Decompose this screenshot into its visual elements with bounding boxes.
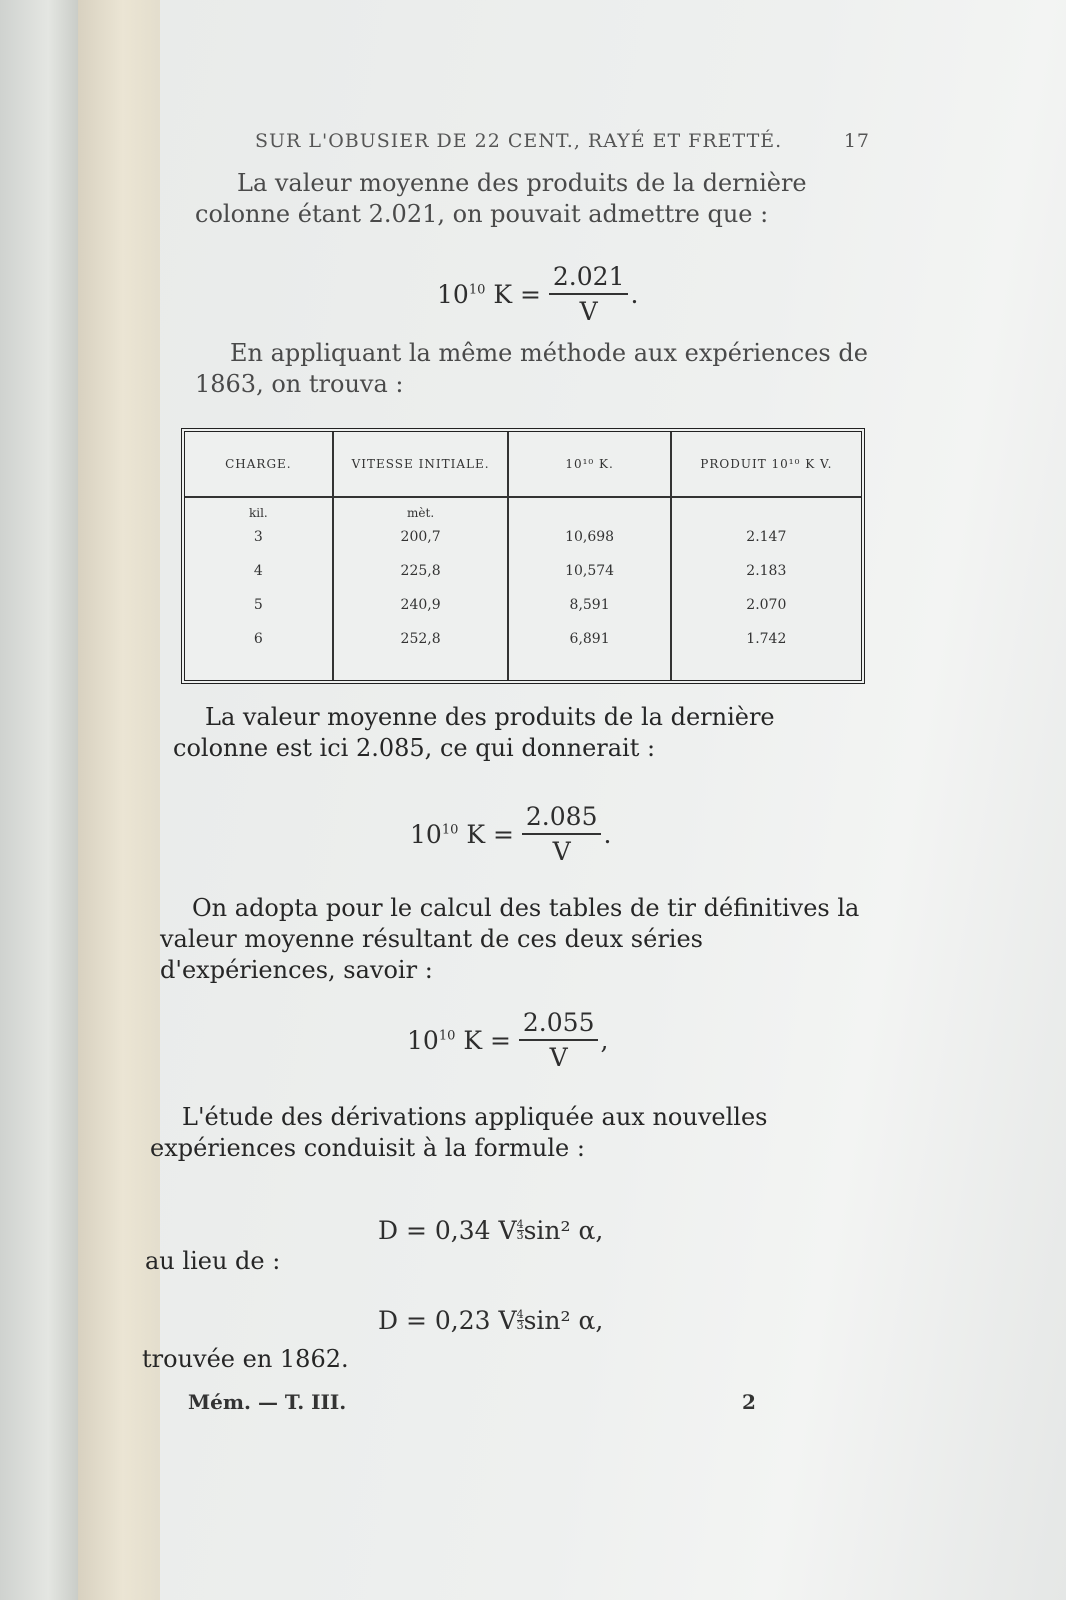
paragraph-4: On adopta pour le calcul des tables de tir définitives la valeur moyenne résultant de ces deux séries d'expériences, savoir : (160, 894, 860, 984)
col-header-charge: CHARGE. (185, 432, 334, 498)
paragraph-5: L'étude des dérivations appliquée aux nouvelles expériences conduisit à la formule : (150, 1103, 768, 1162)
footer-signature: 2 (742, 1390, 756, 1414)
formula-4: D = 0,34 V $\frac{4}{3}$ sin² α, (378, 1216, 604, 1245)
table-cell: 10,698 10,574 8,591 6,891 (509, 498, 671, 680)
formula-5: D = 0,23 V $\frac{4}{3}$ sin² α, (378, 1306, 604, 1335)
col-header-k: 10¹⁰ K. (509, 432, 671, 498)
paragraph-2: En appliquant la même méthode aux expériences de 1863, on trouva : (195, 339, 868, 398)
header-title: SUR L'OBUSIER DE 22 CENT., RAYÉ ET FRETTÉ. (255, 130, 783, 152)
paragraph-1: La valeur moyenne des produits de la dernière colonne étant 2.021, on pouvait admettre que : (195, 169, 807, 228)
page-number: 17 (843, 130, 870, 152)
footer-volume: Mém. — T. III. (188, 1390, 347, 1414)
formula-1: $10^{10}$ K = $\frac{2.021}{V}$ . (437, 262, 639, 326)
results-table (181, 428, 865, 684)
running-header (255, 130, 870, 152)
paragraph-6: au lieu de : (145, 1247, 281, 1275)
table-cell: 2.147 2.183 2.070 1.742 (746, 529, 787, 647)
col-header-produit: PRODUIT 10¹⁰ K V. (672, 432, 861, 498)
formula-3: $10^{10}$ K = $\frac{2.055}{V}$ , (407, 1008, 609, 1072)
table-cell: kil. 3 4 5 6 (185, 498, 334, 680)
paragraph-3: La valeur moyenne des produits de la dernière colonne est ici 2.085, ce qui donnerait : (173, 703, 775, 762)
table-cell: mèt. 200,7 225,8 240,9 252,8 (334, 498, 510, 680)
formula-2: $10^{10}$ K = $\frac{2.085}{V}$ . (410, 802, 612, 866)
book-spine (0, 0, 80, 1600)
col-header-vitesse: VITESSE INITIALE. (334, 432, 510, 498)
table-row (185, 498, 861, 680)
paragraph-7: trouvée en 1862. (142, 1345, 349, 1373)
